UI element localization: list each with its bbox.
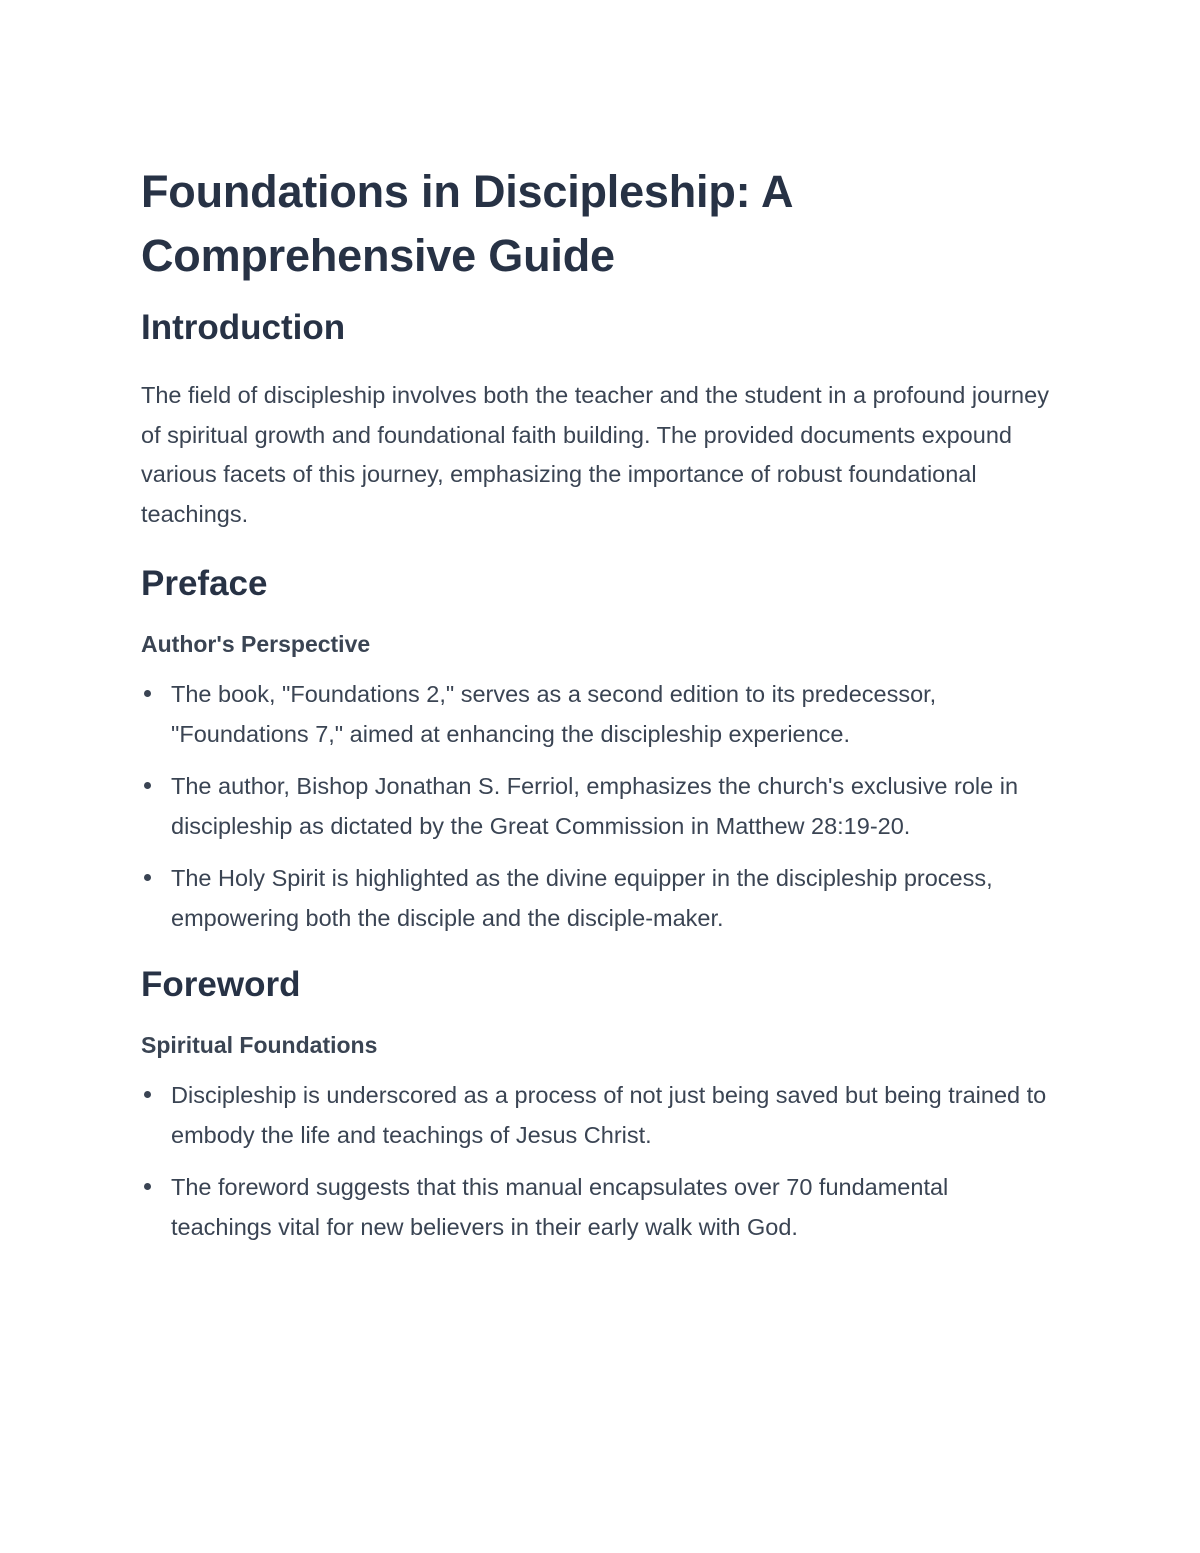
bullet-icon [144,782,151,789]
list-item-text: The author, Bishop Jonathan S. Ferriol, emphasizes the church's exclusive role in discipleship as dictated by the Great Commission in Matthew 28:19-20. [171,773,1019,839]
list-item-text: The Holy Spirit is highlighted as the divine equipper in the discipleship process, empowering both the disciple and the disciple-maker. [171,865,993,931]
document-page [141,160,1051,1247]
bullet-icon [144,1091,151,1098]
list-item-text: The foreword suggests that this manual encapsulates over 70 fundamental teachings vital for new believers in their early walk with God. [171,1174,949,1240]
document-title: Foundations in Discipleship: A Comprehensive Guide [141,166,792,281]
preface-bullet-list [141,674,1051,938]
introduction-paragraph: The field of discipleship involves both the teacher and the student in a profound journey of spiritual growth and foundational faith building. The provided documents expound various facets of this journey, emphasizing the importance of robust foundational teachings. [141,382,1049,527]
bullet-icon [144,874,151,881]
list-item [141,1167,1051,1247]
preface-subheading: Author's Perspective [141,631,371,657]
list-item-text: Discipleship is underscored as a process of not just being saved but being trained to embody the life and teachings of Jesus Christ. [171,1082,1047,1148]
list-item [141,766,1051,846]
list-item [141,674,1051,754]
list-item [141,858,1051,938]
foreword-heading: Foreword [141,965,301,1004]
list-item [141,1075,1051,1155]
bullet-icon [144,1183,151,1190]
bullet-icon [144,690,151,697]
list-item-text: The book, "Foundations 2," serves as a second edition to its predecessor, "Foundations 7," aimed at enhancing the discipleship experience. [171,681,937,747]
foreword-subheading: Spiritual Foundations [141,1032,378,1058]
foreword-bullet-list [141,1075,1051,1247]
introduction-heading: Introduction [141,308,346,347]
preface-heading: Preface [141,564,268,603]
